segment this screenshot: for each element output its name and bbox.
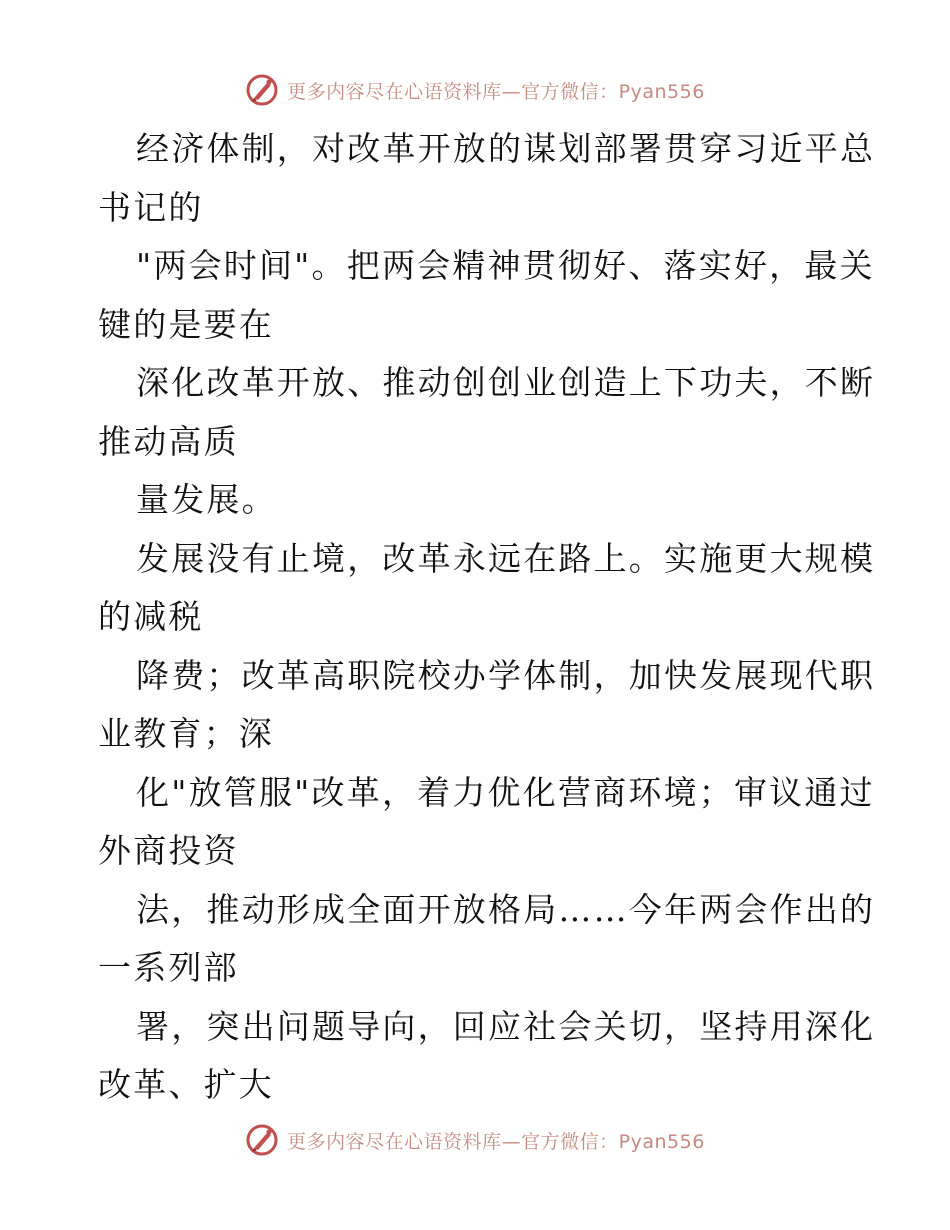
body-line: "两会时间"。把两会精神贯彻好、落实好，最关 — [136, 246, 875, 285]
body-line: 量发展。 — [136, 480, 277, 519]
body-line: 经济体制，对改革开放的谋划部署贯穿习近平总 — [136, 129, 876, 168]
document-body — [98, 120, 876, 1115]
header-banner-text: 更多内容尽在心语资料库—官方微信：Pyan556 — [287, 80, 705, 103]
body-line: 署，突出问题导向，回应社会关切，坚持用深化 — [136, 1006, 876, 1046]
body-line: 键的是要在 — [98, 304, 274, 344]
body-line: 推动高质 — [98, 421, 239, 461]
pen-logo-icon — [245, 73, 279, 107]
footer-banner-text: 更多内容尽在心语资料库—官方微信：Pyan556 — [287, 1130, 705, 1153]
body-line: 法，推动形成全面开放格局……今年两会作出的 — [136, 889, 876, 929]
footer-banner — [0, 1118, 950, 1162]
body-line: 的减税 — [98, 597, 204, 636]
body-line: 降费；改革高职院校办学体制，加快发展现代职 — [136, 655, 876, 695]
pen-logo-icon — [245, 1123, 279, 1157]
body-line: 改革、扩大 — [98, 1065, 274, 1104]
body-line: 业教育；深 — [98, 714, 274, 753]
body-line: 外商投资 — [98, 831, 239, 870]
body-line: 一系列部 — [98, 948, 239, 987]
body-line: 书记的 — [98, 187, 204, 227]
body-line: 深化改革开放、推动创创业创造上下功夫，不断 — [136, 363, 876, 402]
header-banner — [0, 68, 950, 112]
body-line: 发展没有止境，改革永远在路上。实施更大规模 — [136, 538, 876, 578]
body-line: 化"放管服"改革，着力优化营商环境；审议通过 — [136, 772, 875, 812]
